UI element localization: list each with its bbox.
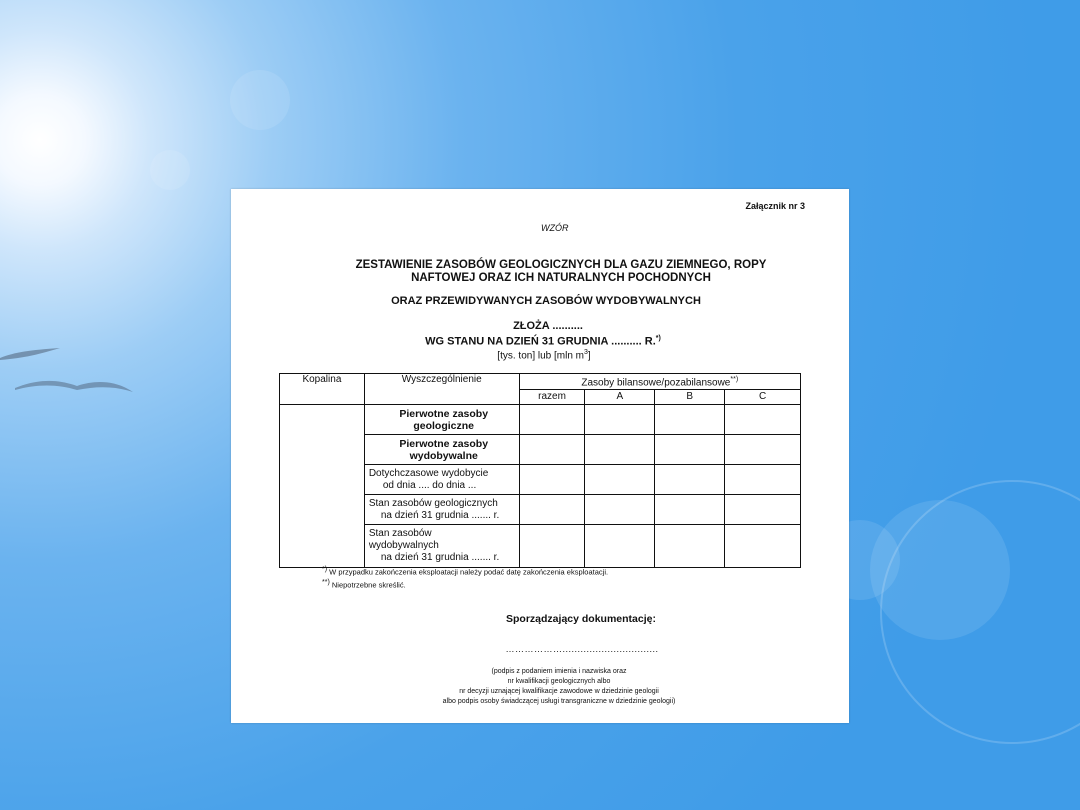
row-label-geological-status — [364, 495, 519, 525]
signature-note-line: nr decyzji uznającej kwalifikacje zawodowe w dziedzinie geologii — [459, 688, 659, 695]
signature-note-line: albo podpis osoby świadczącej usługi transgraniczne w dziedzinie geologii) — [442, 698, 676, 705]
title-line-1: ZESTAWIENIE ZASOBÓW GEOLOGICZNYCH DLA GAZU ZIEMNEGO, ROPY — [355, 259, 767, 271]
subheader-b: B — [655, 390, 725, 405]
background-bokeh — [230, 70, 290, 130]
value-cell[interactable] — [519, 525, 585, 568]
value-cell[interactable] — [725, 495, 801, 525]
value-cell[interactable] — [585, 495, 655, 525]
units-close: ] — [587, 350, 591, 362]
signature-line[interactable]: ………………................................ — [505, 644, 659, 654]
as-of-date-line — [425, 335, 661, 348]
as-of-text: WG STANU NA DZIEŃ 31 GRUDNIA .......... R. — [425, 335, 656, 348]
footnote-1-mark: *) — [322, 566, 328, 573]
table-header-row — [280, 374, 801, 390]
footnote-2-text: Niepotrzebne skreślić. — [331, 580, 406, 590]
row-label-line: na dzień 31 grudnia ....... r. — [380, 552, 500, 564]
value-cell[interactable] — [585, 525, 655, 568]
subheader-c: C — [725, 390, 801, 405]
as-of-footnote-mark: *) — [655, 335, 661, 342]
value-cell[interactable] — [725, 405, 801, 435]
background-bokeh — [150, 150, 190, 190]
signature-note-line: (podpis z podaniem imienia i nazwiska oraz — [491, 668, 627, 675]
header-reserves-footnote-mark: **) — [730, 376, 739, 383]
row-label-line: Stan zasobów geologicznych — [368, 497, 498, 509]
subheader-total: razem — [519, 390, 585, 405]
signature-note — [443, 667, 676, 707]
value-cell[interactable] — [725, 465, 801, 495]
subheader-a: A — [585, 390, 655, 405]
value-cell[interactable] — [655, 405, 725, 435]
value-cell[interactable] — [585, 405, 655, 435]
footnote-2-mark: **) — [322, 579, 330, 586]
value-cell[interactable] — [655, 435, 725, 465]
value-cell[interactable] — [725, 525, 801, 568]
value-cell[interactable] — [519, 495, 585, 525]
row-label-extraction-to-date — [364, 465, 519, 495]
value-cell[interactable] — [519, 405, 585, 435]
footnote-2 — [322, 579, 406, 590]
attachment-number: Załącznik nr 3 — [745, 201, 805, 211]
value-cell[interactable] — [655, 495, 725, 525]
mineral-cell[interactable] — [280, 405, 365, 568]
header-specification: Wyszczególnienie — [364, 374, 519, 405]
footnote-1 — [322, 566, 608, 577]
units-line — [497, 349, 590, 361]
header-reserves-text: Zasoby bilansowe/pozabilansowe — [581, 377, 731, 389]
row-label-primary-extractable — [364, 435, 519, 465]
row-label-line: Stan zasobów — [368, 528, 432, 540]
bird-silhouette-icon — [0, 340, 70, 370]
template-label: WZÓR — [541, 223, 569, 233]
row-label-line: wydobywalne — [409, 449, 478, 462]
value-cell[interactable] — [519, 465, 585, 495]
value-cell[interactable] — [585, 465, 655, 495]
row-label-line: na dzień 31 grudnia ....... r. — [380, 509, 500, 521]
value-cell[interactable] — [655, 525, 725, 568]
header-reserves — [519, 374, 800, 390]
value-cell[interactable] — [725, 435, 801, 465]
document-page — [231, 189, 849, 723]
value-cell[interactable] — [585, 435, 655, 465]
row-label-line: geologiczne — [413, 419, 475, 432]
units-exponent: 3 — [584, 349, 588, 356]
header-mineral: Kopalina — [280, 374, 365, 405]
units-text: [tys. ton] lub [mln m — [497, 350, 585, 362]
signature-note-line: nr kwalifikacji geologicznych albo — [507, 678, 611, 685]
title-line-3: ORAZ PRZEWIDYWANYCH ZASOBÓW WYDOBYWALNYCH — [391, 295, 701, 307]
value-cell[interactable] — [655, 465, 725, 495]
reserves-table — [279, 373, 801, 568]
row-label-line: Dotychczasowe wydobycie — [368, 467, 489, 479]
table-row — [280, 405, 801, 435]
bird-silhouette-icon — [15, 372, 135, 402]
deposit-line: ZŁOŻA .......... — [513, 320, 583, 332]
row-label-line: od dnia .... do dnia ... — [382, 479, 477, 491]
value-cell[interactable] — [519, 435, 585, 465]
signature-heading: Sporządzający dokumentację: — [506, 613, 656, 625]
document-title — [356, 259, 767, 285]
row-label-line: Pierwotne zasoby — [399, 437, 489, 450]
row-label-line: Pierwotne zasoby — [399, 407, 489, 420]
title-line-2: NAFTOWEJ ORAZ ICH NATURALNYCH POCHODNYCH — [411, 272, 711, 284]
row-label-primary-geological — [364, 405, 519, 435]
row-label-extractable-status — [364, 525, 519, 568]
row-label-line: wydobywalnych — [368, 540, 439, 552]
footnote-1-text: W przypadku zakończenia eksploatacji należy podać datę zakończenia eksploatacji. — [329, 567, 609, 577]
